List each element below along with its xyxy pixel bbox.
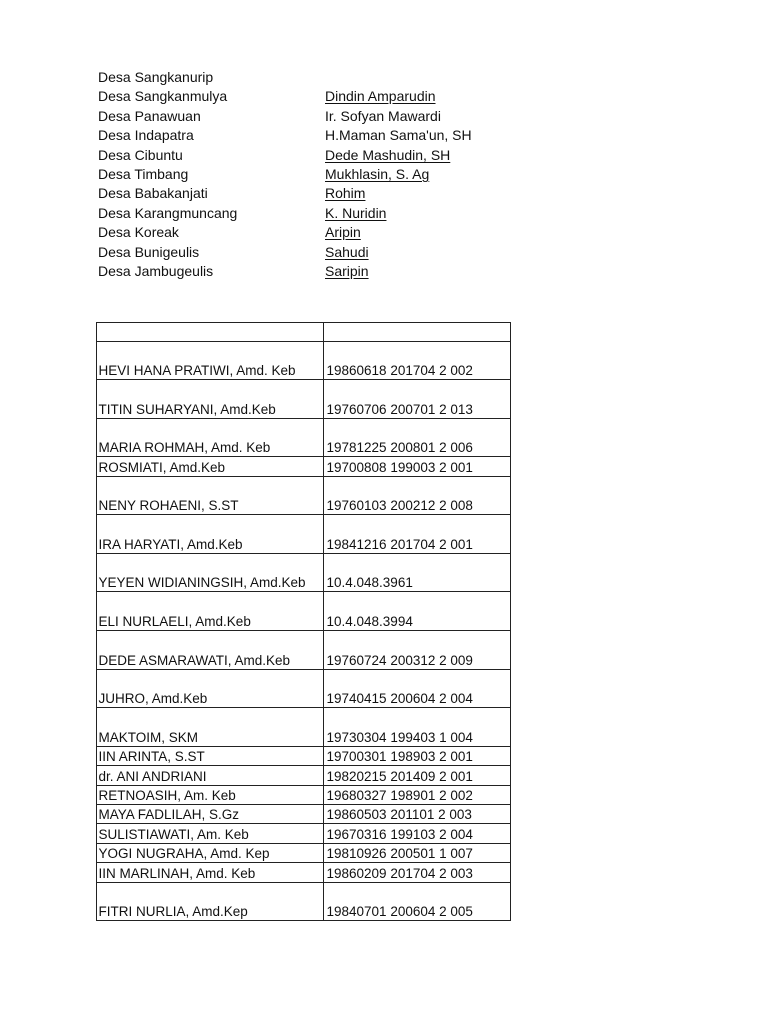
staff-name-cell: MARIA ROHMAH, Amd. Keb [96, 418, 323, 457]
table-row [96, 515, 510, 554]
staff-nip-cell: 19760706 200701 2 013 [323, 380, 510, 419]
table-row [96, 708, 510, 747]
village-row [98, 184, 518, 203]
staff-nip-cell: 10.4.048.3961 [323, 553, 510, 592]
staff-name-cell: JUHRO, Amd.Keb [96, 669, 323, 708]
staff-nip-cell: 19860618 201704 2 002 [323, 341, 510, 380]
village-row [98, 146, 518, 165]
village-head-name: Ir. Sofyan Mawardi [325, 107, 441, 124]
table-row [96, 863, 510, 882]
table-row [96, 380, 510, 419]
village-head-name: Aripin [325, 224, 361, 241]
staff-name-cell: IIN MARLINAH, Amd. Keb [96, 863, 323, 882]
table-row [96, 418, 510, 457]
village-head-list [98, 68, 518, 281]
staff-nip-cell: 19680327 198901 2 002 [323, 785, 510, 804]
table-row [96, 669, 510, 708]
table-row [96, 766, 510, 785]
village-name: Desa Timbang [98, 165, 189, 182]
village-head-name: Sahudi [325, 243, 369, 260]
staff-nip-cell: 19841216 201704 2 001 [323, 515, 510, 554]
staff-name-cell: FITRI NURLIA, Amd.Kep [96, 882, 323, 921]
village-name: Desa Jambugeulis [98, 262, 214, 279]
staff-table-body [96, 322, 510, 921]
staff-table [96, 322, 511, 922]
staff-name-cell: YOGI NUGRAHA, Amd. Kep [96, 843, 323, 862]
staff-nip-cell: 19860503 201101 2 003 [323, 805, 510, 824]
village-row [98, 262, 518, 281]
staff-nip-cell: 19700808 199003 2 001 [323, 457, 510, 476]
village-name: Desa Koreak [98, 224, 179, 241]
staff-nip-cell: 19810926 200501 1 007 [323, 843, 510, 862]
staff-nip-cell: 19840701 200604 2 005 [323, 882, 510, 921]
village-head-name: Rohim [325, 185, 366, 202]
staff-nip-cell: 19760724 200312 2 009 [323, 631, 510, 670]
village-name: Desa Sangkanmulya [98, 88, 228, 105]
staff-nip-cell: 19700301 198903 2 001 [323, 746, 510, 765]
village-row [98, 107, 518, 126]
village-row [98, 87, 518, 106]
staff-nip-cell: 19740415 200604 2 004 [323, 669, 510, 708]
village-head-name: H.Maman Sama'un, SH [325, 127, 472, 144]
table-row [96, 457, 510, 476]
staff-nip-cell: 19760103 200212 2 008 [323, 476, 510, 515]
village-row [98, 204, 518, 223]
staff-nip-cell: 10.4.048.3994 [323, 592, 510, 631]
village-row [98, 243, 518, 262]
village-head-name: Mukhlasin, S. Ag [325, 165, 430, 182]
village-name: Desa Cibuntu [98, 146, 183, 163]
village-name: Desa Bunigeulis [98, 243, 200, 260]
village-row [98, 126, 518, 145]
table-row [96, 882, 510, 921]
village-row [98, 165, 518, 184]
staff-name-cell: MAKTOIM, SKM [96, 708, 323, 747]
staff-name-cell: DEDE ASMARAWATI, Amd.Keb [96, 631, 323, 670]
staff-name-cell: ROSMIATI, Amd.Keb [96, 457, 323, 476]
staff-name-cell: SULISTIAWATI, Am. Keb [96, 824, 323, 843]
table-row [96, 341, 510, 380]
staff-name-cell: TITIN SUHARYANI, Amd.Keb [96, 380, 323, 419]
staff-name-cell: dr. ANI ANDRIANI [96, 766, 323, 785]
village-head-name: Dede Mashudin, SH [325, 146, 451, 163]
table-row [96, 785, 510, 804]
village-head-name: Saripin [325, 262, 369, 279]
table-row [96, 824, 510, 843]
table-row [96, 631, 510, 670]
staff-nip-cell: 19670316 199103 2 004 [323, 824, 510, 843]
staff-name-cell: IIN ARINTA, S.ST [96, 746, 323, 765]
staff-name-cell: YEYEN WIDIANINGSIH, Amd.Keb [96, 553, 323, 592]
village-name: Desa Indapatra [98, 127, 194, 144]
table-row [96, 843, 510, 862]
staff-name-cell: ELI NURLAELI, Amd.Keb [96, 592, 323, 631]
staff-nip-cell: 19860209 201704 2 003 [323, 863, 510, 882]
village-name: Desa Karangmuncang [98, 204, 238, 221]
header-cell [96, 322, 323, 341]
village-name: Desa Sangkanurip [98, 69, 214, 85]
staff-name-cell: NENY ROHAENI, S.ST [96, 476, 323, 515]
table-row [96, 805, 510, 824]
header-cell [323, 322, 510, 341]
village-name: Desa Babakanjati [98, 185, 208, 202]
staff-nip-cell: 19730304 199403 1 004 [323, 708, 510, 747]
table-row [96, 553, 510, 592]
village-name: Desa Panawuan [98, 107, 201, 124]
village-head-name: Dindin Amparudin [325, 88, 436, 105]
table-row [96, 746, 510, 765]
village-row [98, 68, 518, 87]
staff-name-cell: MAYA FADLILAH, S.Gz [96, 805, 323, 824]
staff-nip-cell: 19781225 200801 2 006 [323, 418, 510, 457]
staff-name-cell: RETNOASIH, Am. Keb [96, 785, 323, 804]
table-row [96, 476, 510, 515]
table-header-row [96, 322, 510, 341]
village-row [98, 223, 518, 242]
staff-nip-cell: 19820215 201409 2 001 [323, 766, 510, 785]
village-head-name: K. Nuridin [325, 204, 387, 221]
table-row [96, 592, 510, 631]
staff-name-cell: IRA HARYATI, Amd.Keb [96, 515, 323, 554]
staff-name-cell: HEVI HANA PRATIWI, Amd. Keb [96, 341, 323, 380]
